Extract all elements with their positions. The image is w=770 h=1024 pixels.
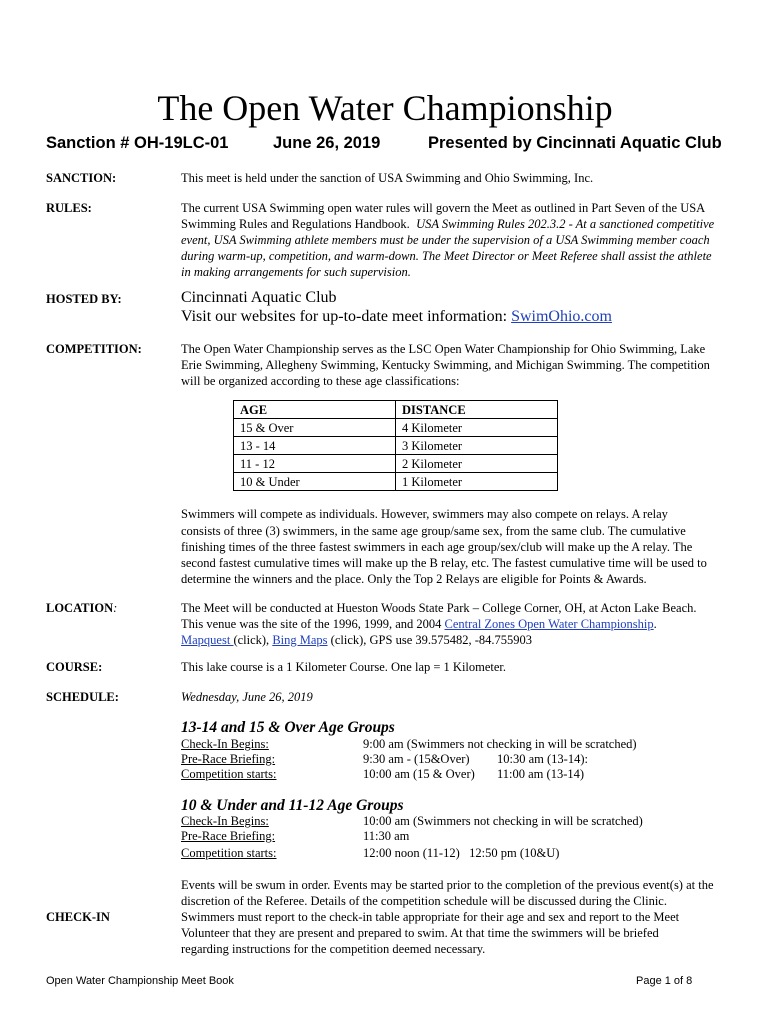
age-cell: 13 - 14 [234, 437, 396, 455]
checkin-line: regarding instructions for the competition deemed necessary. [181, 942, 486, 956]
location-label-text: LOCATION [46, 601, 114, 615]
footer-title: Open Water Championship Meet Book [46, 975, 234, 987]
rules-label: RULES: [46, 201, 92, 215]
schedule-key: Check-In Begins: [181, 737, 269, 751]
schedule-value: 9:30 am - (15&Over) [363, 752, 470, 766]
location-label [46, 600, 117, 616]
mapquest-link[interactable]: Mapquest [181, 633, 234, 647]
schedule-value: 9:00 am [363, 737, 404, 751]
competition-line: will be organized according to these age classifications: [181, 374, 460, 388]
sanction-label: SANCTION: [46, 171, 117, 185]
events-line: discretion of the Referee. Details of the competition schedule will be discussed during the Clinic. [181, 894, 667, 908]
table-row [234, 455, 558, 473]
schedule-value: 12:00 noon (11-12) 12:50 pm (10&U) [363, 846, 560, 860]
course-line: This lake course is a 1 Kilometer Course. One lap = 1 Kilometer. [181, 660, 507, 674]
sanction-number: Sanction # OH-19LC-01 [46, 134, 229, 152]
schedule-key: Pre-Race Briefing: [181, 752, 276, 766]
schedule-row [181, 767, 584, 783]
group1-heading: 13-14 and 15 & Over Age Groups [181, 719, 395, 736]
age-cell: 10 & Under [234, 473, 396, 491]
events-text [181, 877, 726, 909]
schedule-day [181, 689, 726, 705]
schedule-row [181, 846, 559, 862]
distance-header: DISTANCE [396, 401, 558, 419]
sanction-text [181, 170, 726, 186]
host-visit-text: Visit our websites for up-to-date meet information: [181, 308, 512, 325]
page-title: The Open Water Championship [157, 88, 613, 128]
relay-text [181, 506, 726, 587]
schedule-key: Pre-Race Briefing: [181, 829, 276, 843]
age-distance-table [233, 400, 558, 491]
table-row [234, 419, 558, 437]
relay-line: finishing times of the three fastest swimmers in each age group/sex/club will make up the A relay. The [181, 540, 693, 554]
checkin-label: CHECK-IN [46, 910, 110, 924]
age-header: AGE [234, 401, 396, 419]
schedule-label: SCHEDULE: [46, 690, 119, 704]
rules-line-italic: USA Swimming Rules 202.3.2 - At a sanctioned competitive [416, 217, 715, 231]
bing-maps-link[interactable]: Bing Maps [272, 633, 328, 647]
competition-text [181, 341, 726, 389]
schedule-row [181, 752, 588, 768]
course-text [181, 659, 726, 675]
location-gps-text: (click), GPS use 39.575482, -84.755903 [327, 633, 533, 647]
relay-line: consists of three (3) swimmers, in the same age group/same sex, from the same club. The cumulative [181, 524, 686, 538]
location-venue-text: This venue was the site of the 1996, 1999, and 2004 [181, 617, 445, 631]
location-text [181, 600, 726, 648]
checkin-line: Volunteer that they are present and prepared to swim. At that time the swimmers will be briefed [181, 926, 659, 940]
location-label-colon: : [113, 601, 118, 615]
location-period: . [653, 617, 657, 631]
schedule-key: Competition starts: [181, 767, 277, 781]
schedule-row [181, 829, 409, 845]
rules-line: in making arrangements for such supervision. [181, 265, 411, 279]
table-row [234, 437, 558, 455]
relay-line: determine the winners and the place. Only the Top 2 Relays are eligible for Points & Awards. [181, 572, 647, 586]
schedule-day-text: Wednesday, June 26, 2019 [181, 690, 313, 704]
rules-line: event, USA Swimming athlete members must be under the supervision of a USA Swimming member coach [181, 233, 710, 247]
age-cell: 15 & Over [234, 419, 396, 437]
events-line: Events will be swum in order. Events may be started prior to the completion of the previous event(s) at the [181, 878, 714, 892]
competition-line: Erie Swimming, Allegheny Swimming, Kentucky Swimming, and Michigan Swimming. The competition [181, 358, 710, 372]
page-number: Page 1 of 8 [636, 975, 693, 987]
table-header-row [234, 401, 558, 419]
schedule-row [181, 737, 637, 753]
schedule-value: 10:00 am (Swimmers not checking in will be scratched) [363, 814, 643, 828]
distance-cell: 1 Kilometer [396, 473, 558, 491]
schedule-value-note: (Swimmers not checking in will be scratched) [403, 737, 637, 751]
hosted-label: HOSTED BY: [46, 292, 122, 306]
rules-text [181, 200, 726, 280]
schedule-value-2: 10:30 am (13-14): [497, 752, 588, 766]
schedule-key: Competition starts: [181, 846, 277, 860]
host-visit-line [181, 307, 726, 326]
distance-cell: 3 Kilometer [396, 437, 558, 455]
schedule-value: 10:00 am (15 & Over) [363, 767, 475, 781]
rules-line: during warm-up, competition, and warm-down. The Meet Director or Meet Referee shall assist the athlete [181, 249, 712, 263]
competition-label: COMPETITION: [46, 342, 142, 356]
presented-by: Presented by Cincinnati Aquatic Club [428, 134, 722, 152]
schedule-value: 11:30 am [363, 829, 410, 843]
location-line: The Meet will be conducted at Hueston Woods State Park – College Corner, OH, at Acton Lake Beach. [181, 601, 697, 615]
relay-line: second fastest cumulative times will make up the B relay, etc. The fastest cumulative time will be used to [181, 556, 707, 570]
relay-line: Swimmers will compete as individuals. However, swimmers may also compete on relays. A relay [181, 507, 668, 521]
table-row [234, 473, 558, 491]
age-cell: 11 - 12 [234, 455, 396, 473]
group2-heading: 10 & Under and 11-12 Age Groups [181, 797, 404, 814]
distance-cell: 4 Kilometer [396, 419, 558, 437]
course-label: COURSE: [46, 660, 103, 674]
host-club: Cincinnati Aquatic Club [181, 289, 337, 306]
checkin-text [181, 909, 726, 957]
swimohio-link[interactable]: SwimOhio.com [511, 308, 612, 325]
schedule-key: Check-In Begins: [181, 814, 269, 828]
rules-line-part: Swimming Rules and Regulations Handbook. [181, 217, 410, 231]
location-click-text: (click), [233, 633, 273, 647]
meet-date: June 26, 2019 [273, 134, 381, 152]
location-line [181, 632, 726, 648]
rules-line [181, 216, 726, 232]
sanction-line: This meet is held under the sanction of USA Swimming and Ohio Swimming, Inc. [181, 171, 594, 185]
location-line [181, 616, 726, 632]
hosted-text [181, 288, 726, 326]
schedule-value-2: 11:00 am (13-14) [497, 767, 585, 781]
central-zones-link[interactable]: Central Zones Open Water Championship [444, 617, 654, 631]
checkin-line: Swimmers must report to the check-in table appropriate for their age and sex and report to the Meet [181, 910, 680, 924]
competition-line: The Open Water Championship serves as the LSC Open Water Championship for Ohio Swimming, Lake [181, 342, 706, 356]
rules-line: The current USA Swimming open water rules will govern the Meet as outlined in Part Seven of the USA [181, 201, 706, 215]
schedule-row [181, 814, 643, 830]
distance-cell: 2 Kilometer [396, 455, 558, 473]
